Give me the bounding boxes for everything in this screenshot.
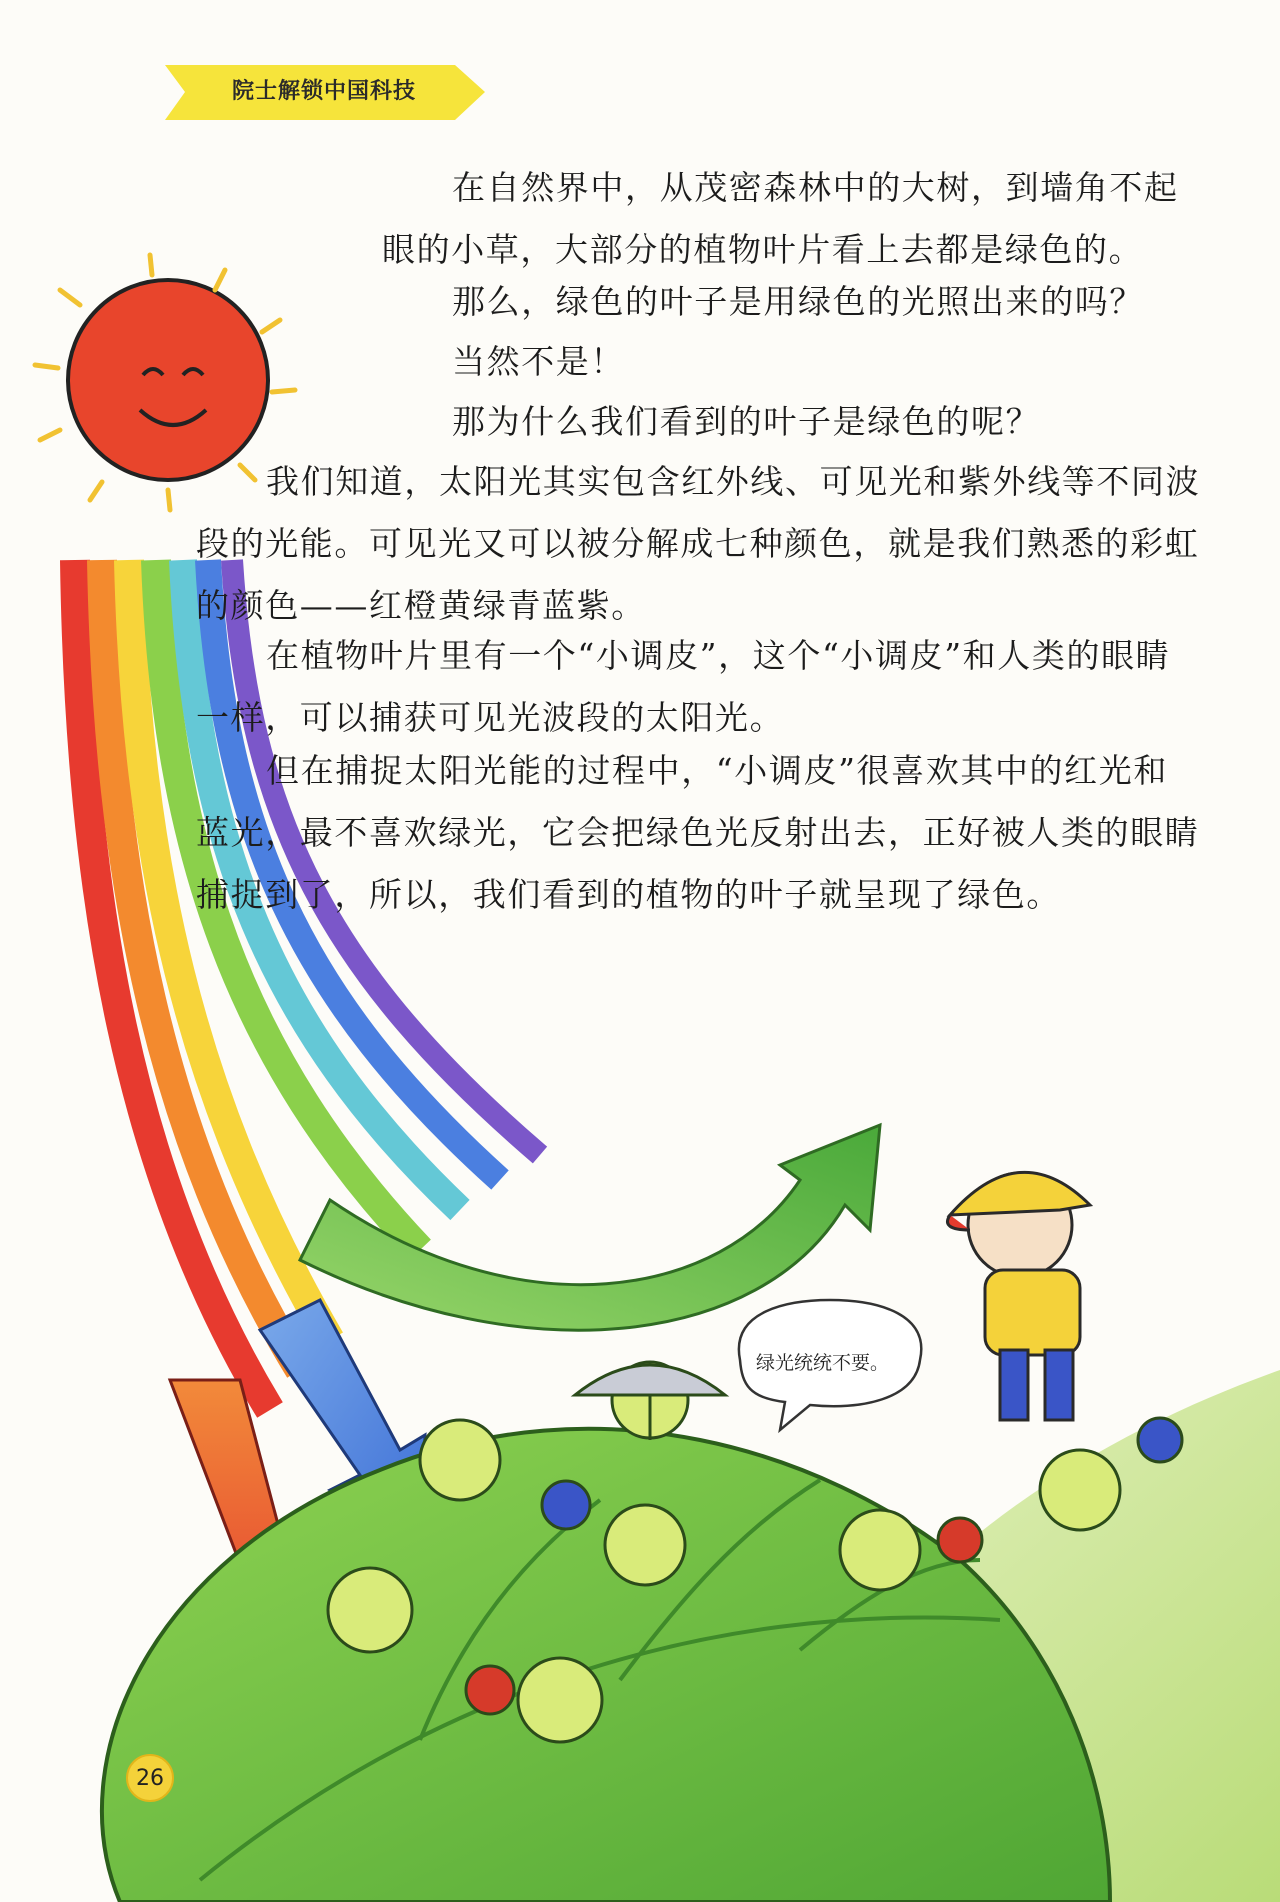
sun-icon [35,255,295,510]
body-text-line: 的颜色——红橙黄绿青蓝紫。 [196,586,646,625]
boy-character [948,1172,1091,1420]
speech-bubble-text: 绿光统统不要。 [756,1352,890,1374]
body-text-line: 我们知道，太阳光其实包含红外线、可见光和紫外线等不同波 [266,462,1201,501]
body-text-line: 在自然界中，从茂密森林中的大树，到墙角不起 [452,168,1179,207]
body-text-line: 蓝光，最不喜欢绿光，它会把绿色光反射出去，正好被人类的眼睛 [196,813,1200,852]
body-text-line: 在植物叶片里有一个“小调皮”，这个“小调皮”和人类的眼睛 [266,636,1171,675]
body-text-line: 那么，绿色的叶子是用绿色的光照出来的吗？ [452,282,1144,321]
body-text-line: 当然不是！ [452,342,625,381]
body-text-line: 眼的小草，大部分的植物叶片看上去都是绿色的。 [382,230,1144,269]
body-text-line: 一样，可以捕获可见光波段的太阳光。 [196,698,785,737]
body-text-line: 那为什么我们看到的叶子是绿色的呢？ [452,402,1041,441]
body-text-line: 但在捕捉太阳光能的过程中，“小调皮”很喜欢其中的红光和 [266,751,1168,790]
body-text-line: 捕捉到了，所以，我们看到的植物的叶子就呈现了绿色。 [196,875,1061,914]
series-title: 院士解锁中国科技 [232,79,417,104]
page-number: 26 [126,1754,174,1802]
body-text-line: 段的光能。可见光又可以被分解成七种颜色，就是我们熟悉的彩虹 [196,524,1200,563]
